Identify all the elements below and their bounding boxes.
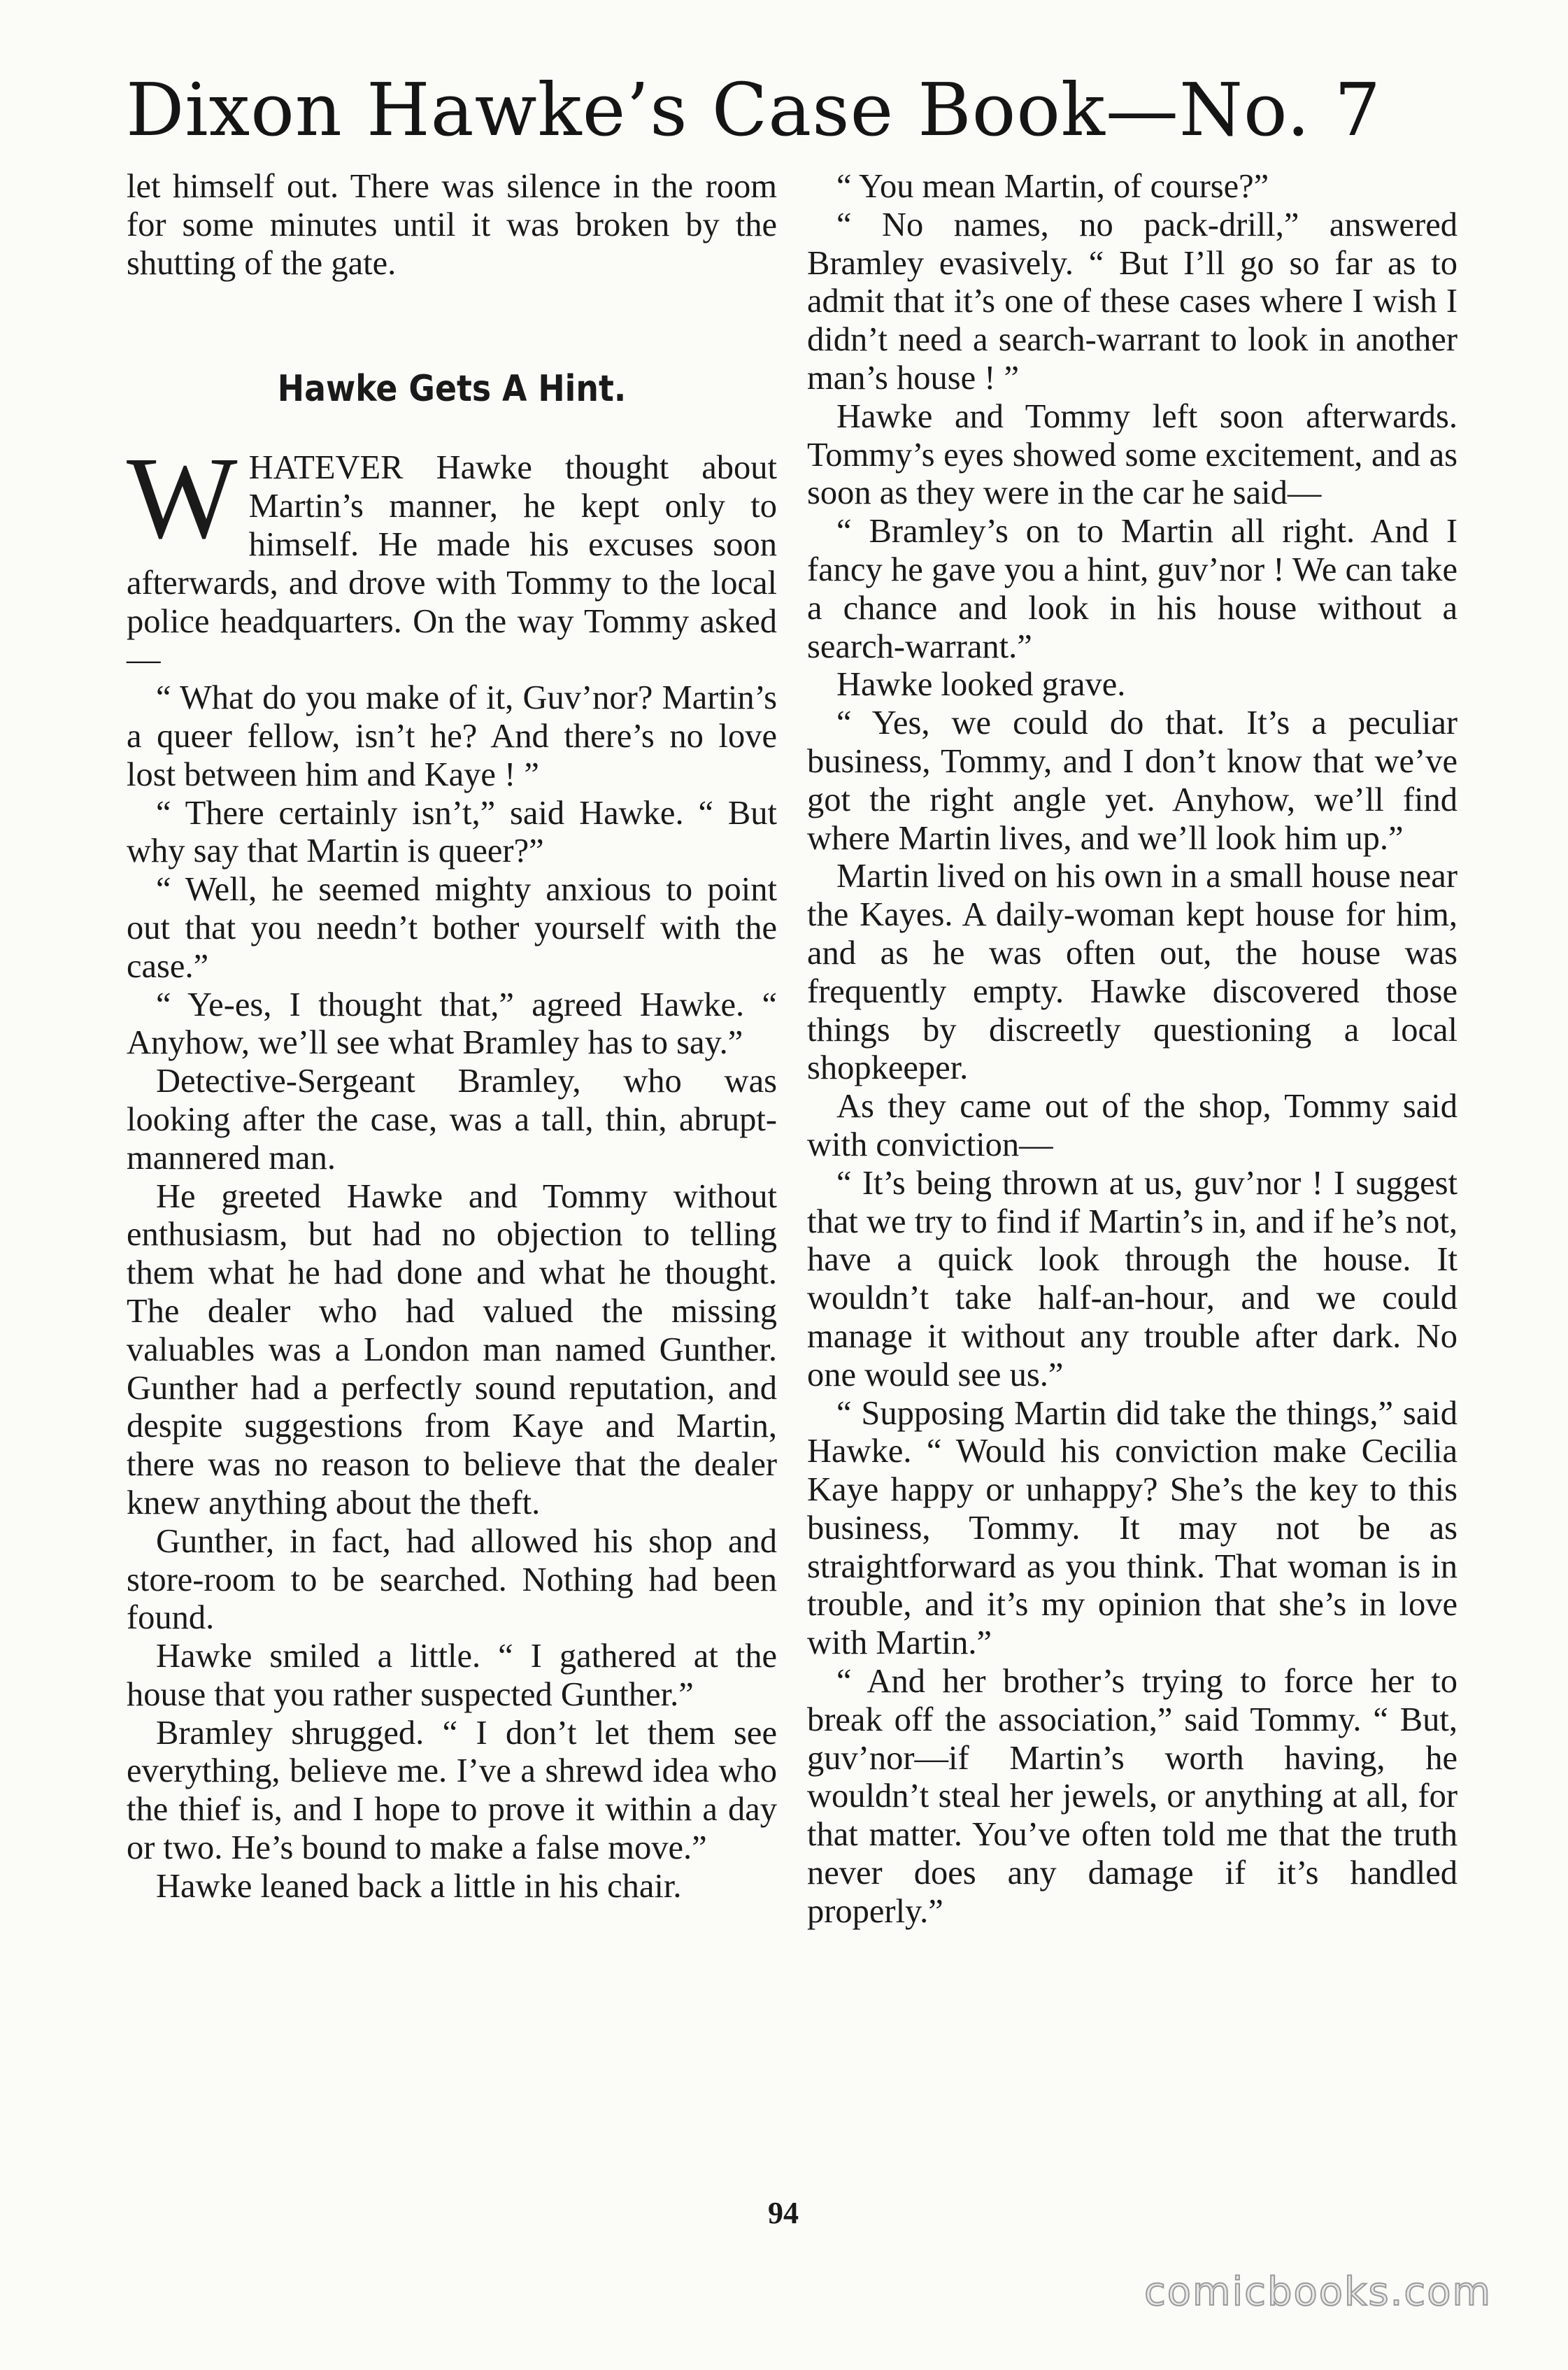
paragraph: Hawke leaned back a little in his chair. xyxy=(156,1867,682,1905)
paragraph: “ You mean Martin, of course?” xyxy=(836,168,1269,205)
paragraph: “ Well, he seemed mighty anxious to point out that you needn’t bother yourself with the case.” xyxy=(127,871,777,985)
paragraph: Hawke looked grave. xyxy=(836,666,1126,704)
dropcap-paragraph xyxy=(127,433,777,679)
paragraph: Hawke smiled a little. “ I gathered at the house that you rather suspected Gunther.” xyxy=(127,1638,777,1713)
dropcap-paragraph-text: HATEVER Hawke thought about Martin’s manner, he kept only to himself. He made his excuses soon afterwards, and drove with Tommy to the local police headquarters. On the way Tommy asked— xyxy=(127,449,777,679)
paragraph: “ No names, no pack-drill,” answered Bramley evasively. “ But I’ll go so far as to admit that it’s one of these cases where I wish I didn’t need a search-warrant to look in another man’s house ! ” xyxy=(807,206,1457,397)
paragraph: As they came out of the shop, Tommy said with conviction— xyxy=(807,1088,1457,1163)
right-column xyxy=(807,168,1457,1931)
paragraph: He greeted Hawke and Tommy without enthusiasm, but had no objection to telling them what he had done and what he thought. The dealer who had valued the missing valuables was a London man named Gunther. Gunther had a perfectly sound reputation, and despite suggestions from Kaye and Martin, there was no reason to believe that the dealer knew anything about the theft. xyxy=(127,1177,777,1521)
page-header-title: Dixon Hawke’s Case Book—No. 7 xyxy=(126,67,1382,152)
page-number: 94 xyxy=(768,2196,799,2230)
drop-cap-letter: W xyxy=(127,433,238,564)
paragraph: “ What do you make of it, Guv’nor? Martin’s a queer fellow, isn’t he? And there’s no love lost between him and Kaye ! ” xyxy=(127,679,777,793)
paragraph: “ And her brother’s trying to force her to break off the association,” said Tommy. “ But, guv’nor—if Martin’s worth having, he wouldn’t steal her jewels, or anything at all, for that matter. You’ve often told me that the truth never does any damage if it’s handled properly.” xyxy=(807,1663,1457,1930)
paragraph: Hawke and Tommy left soon afterwards. Tommy’s eyes showed some excitement, and as soon as they were in the car he said— xyxy=(807,397,1457,512)
left-column xyxy=(127,168,777,1906)
paragraph: “ Bramley’s on to Martin all right. And I fancy he gave you a hint, guv’nor ! We can take a chance and look in his house without a search-warrant.” xyxy=(807,513,1457,665)
section-subheading: Hawke Gets A Hint. xyxy=(277,368,627,411)
paragraph: Detective-Sergeant Bramley, who was looking after the case, was a tall, thin, abrupt-mannered man. xyxy=(127,1063,777,1177)
paragraph-continued: let himself out. There was silence in the room for some minutes until it was broken by the shutting of the gate. xyxy=(127,168,777,282)
paragraph: “ It’s being thrown at us, guv’nor ! I suggest that we try to find if Martin’s in, and if he’s not, have a quick look through the house. It wouldn’t take half-an-hour, and we could manage it without any trouble after dark. No one would see us.” xyxy=(807,1164,1457,1393)
paragraph: “ Ye-es, I thought that,” agreed Hawke. “ Anyhow, we’ll see what Bramley has to say.” xyxy=(127,986,777,1062)
paragraph: “ There certainly isn’t,” said Hawke. “ But why say that Martin is queer?” xyxy=(127,794,777,870)
paragraph: Bramley shrugged. “ I don’t let them see everything, believe me. I’ve a shrewd idea who the thief is, and I hope to prove it within a day or two. He’s bound to make a false move.” xyxy=(127,1714,777,1867)
paragraph: Gunther, in fact, had allowed his shop and store-room to be searched. Nothing had been found. xyxy=(127,1522,777,1637)
paragraph: “ Supposing Martin did take the things,” said Hawke. “ Would his conviction make Cecilia Kaye happy or unhappy? She’s the key to this business, Tommy. It may not be as straightforward as you think. That woman is in trouble, and it’s my opinion that she’s in love with Martin.” xyxy=(807,1394,1457,1662)
paragraph: Martin lived on his own in a small house near the Kayes. A daily-woman kept house for him, and as he was often out, the house was frequently empty. Hawke discovered those things by discreetly questioning a local shopkeeper. xyxy=(807,858,1457,1087)
paragraph: “ Yes, we could do that. It’s a peculiar business, Tommy, and I don’t know that we’ve got the right angle yet. Anyhow, we’ll find where Martin lives, and we’ll look him up.” xyxy=(807,704,1457,857)
watermark: comicbooks.com xyxy=(1144,2269,1492,2315)
